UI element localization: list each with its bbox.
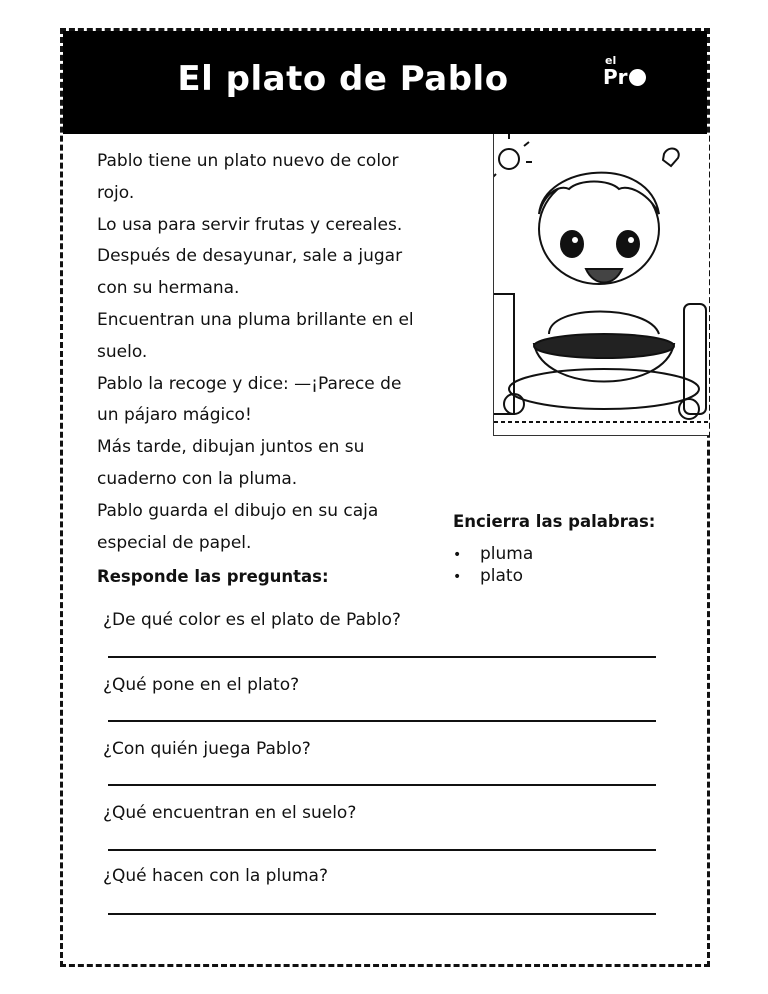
story-line: rojo. [97, 182, 135, 203]
answer-line-2[interactable] [108, 720, 656, 722]
question-5: ¿Qué hacen con la pluma? [103, 866, 328, 886]
list-item: • pluma [453, 544, 533, 566]
story-line: Pablo tiene un plato nuevo de color [97, 151, 399, 171]
list-item: • plato [453, 566, 533, 588]
story-line: un pájaro mágico! [97, 405, 252, 426]
circle-words-list [453, 544, 533, 588]
story-line: cuaderno con la pluma. [97, 468, 298, 489]
story-line: Pablo guarda el dibujo en su caja [97, 500, 379, 521]
story-line: especial de papel. [97, 532, 252, 553]
logo-main-text: Pr [603, 65, 628, 89]
story-line: Lo usa para servir frutas y cereales. [97, 214, 403, 235]
logo-dot-icon [629, 69, 646, 86]
logo [603, 55, 646, 88]
question-4: ¿Qué encuentran en el suelo? [103, 803, 357, 823]
question-2: ¿Qué pone en el plato? [103, 675, 300, 695]
story-line: con su hermana. [97, 278, 240, 299]
story-line: suelo. [97, 341, 148, 362]
answer-line-3[interactable] [108, 784, 656, 786]
answer-line-4[interactable] [108, 849, 656, 851]
story-line: Pablo la recoge y dice: —¡Parece de [97, 373, 402, 394]
story-line: Más tarde, dibujan juntos en su [97, 437, 365, 458]
header-banner [63, 31, 707, 134]
circle-words-heading: Encierra las palabras: [453, 512, 656, 531]
story-text [97, 146, 477, 559]
story-line: Encuentran una pluma brillante en el [97, 309, 414, 330]
logo-small-text: el [605, 54, 617, 67]
answer-line-5[interactable] [108, 913, 656, 915]
story-line: Después de desayunar, sale a jugar [97, 246, 403, 267]
question-1: ¿De qué color es el plato de Pablo? [103, 610, 401, 630]
boy-eating-illustration [493, 134, 709, 436]
answer-line-1[interactable] [108, 656, 656, 658]
page-title: El plato de Pablo [177, 59, 509, 99]
questions-heading: Responde las preguntas: [97, 567, 329, 586]
question-3: ¿Con quién juega Pablo? [103, 739, 311, 759]
